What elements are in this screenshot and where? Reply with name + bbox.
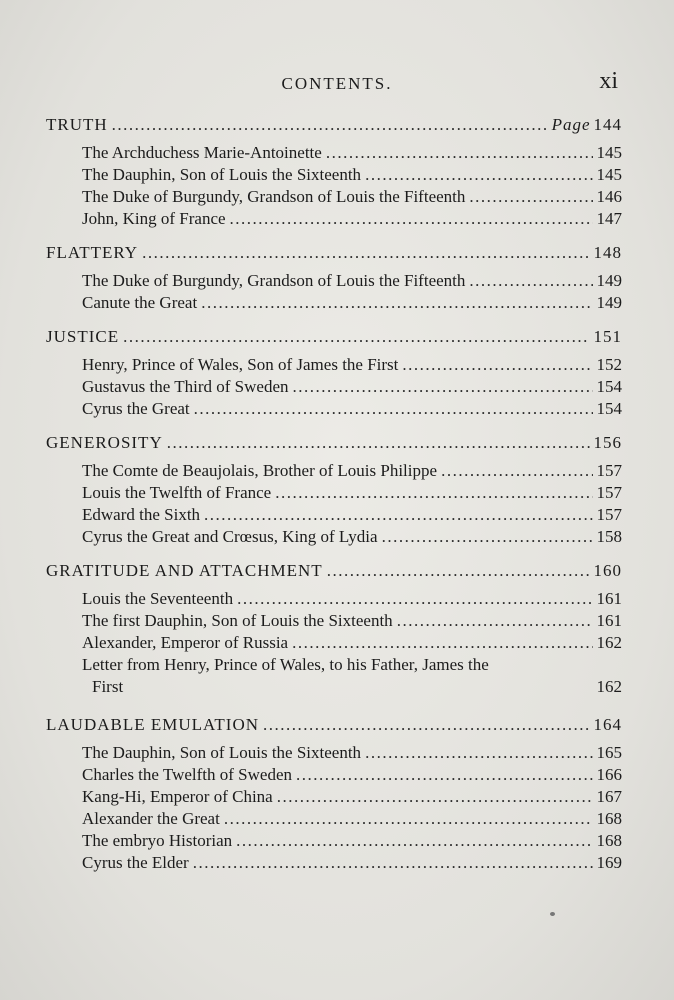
page-ref: 156: [593, 433, 622, 452]
toc-entry: [46, 186, 622, 208]
dot-leader: [142, 242, 589, 264]
page-ref: 161: [596, 589, 622, 608]
page-ref: 145: [596, 165, 622, 184]
table-of-contents: [46, 104, 622, 874]
toc-entry-wrapped: [46, 654, 622, 698]
toc-entry: [46, 526, 622, 548]
entry-title: Gustavus the Third of Sweden: [82, 377, 289, 396]
page-ref: 167: [596, 787, 622, 806]
heading-title: LAUDABLE EMULATION: [46, 715, 260, 734]
dot-leader: [224, 808, 593, 830]
dot-leader: [277, 786, 593, 808]
entry-title: Alexander, Emperor of Russia: [82, 633, 289, 652]
entry-title-line2: First: [92, 677, 124, 696]
page-ref: 154: [596, 377, 622, 396]
toc-entry: [46, 482, 622, 504]
toc-section-generosity: [46, 432, 622, 548]
entry-title: Edward the Sixth: [82, 505, 201, 524]
page-ref: 145: [596, 143, 622, 162]
toc-entry: [46, 786, 622, 808]
dot-leader: [230, 208, 593, 230]
entry-title: The Comte de Beaujolais, Brother of Louis Philippe: [82, 461, 438, 480]
toc-entry: [46, 208, 622, 230]
entry-title: Louis the Seventeenth: [82, 589, 234, 608]
toc-entry: [46, 460, 622, 482]
toc-entry: [46, 830, 622, 852]
toc-entry: [46, 852, 622, 874]
toc-section-gratitude: [46, 560, 622, 698]
entry-title: Cyrus the Elder: [82, 853, 189, 872]
entry-title: Kang-Hi, Emperor of China: [82, 787, 273, 806]
toc-entry: [46, 164, 622, 186]
toc-entry: [46, 588, 622, 610]
dot-leader: [123, 326, 589, 348]
toc-heading: [46, 242, 622, 264]
page-ref: 168: [596, 831, 622, 850]
page-ref: 160: [593, 561, 622, 580]
page-ref: 157: [596, 505, 622, 524]
entry-title: The Dauphin, Son of Louis the Sixteenth: [82, 165, 362, 184]
heading-title: FLATTERY: [46, 243, 139, 262]
ink-speck: [550, 912, 555, 916]
page-ref: 154: [596, 399, 622, 418]
toc-entry: [46, 632, 622, 654]
dot-leader: [275, 482, 592, 504]
page-ref: 149: [596, 271, 622, 290]
page-ref: 162: [596, 633, 622, 652]
toc-entry: [46, 270, 622, 292]
entry-title-line1: Letter from Henry, Prince of Wales, to his Father, James the: [82, 655, 489, 674]
dot-leader: [194, 398, 593, 420]
page-ref: 157: [596, 461, 622, 480]
toc-section-truth: [46, 114, 622, 230]
entry-title: The Archduchess Marie-Antoinette: [82, 143, 322, 162]
toc-section-justice: [46, 326, 622, 420]
entry-title: Louis the Twelfth of France: [82, 483, 272, 502]
entry-title: The Duke of Burgundy, Grandson of Louis the Fifteenth: [82, 271, 466, 290]
toc-section-flattery: [46, 242, 622, 314]
toc-heading: [46, 560, 622, 582]
dot-leader: [167, 432, 590, 454]
dot-leader: [292, 632, 592, 654]
toc-entry: [46, 764, 622, 786]
heading-title: JUSTICE: [46, 327, 120, 346]
dot-leader: [201, 292, 592, 314]
toc-entry: [46, 808, 622, 830]
entry-title: Cyrus the Great and Crœsus, King of Lydia: [82, 527, 378, 546]
page-ref: 162: [596, 677, 622, 696]
dot-leader: [469, 270, 592, 292]
page-ref: 168: [596, 809, 622, 828]
page-ref: 161: [596, 611, 622, 630]
running-title: CONTENTS.: [281, 74, 393, 93]
dot-leader: [237, 588, 592, 610]
dot-leader: [263, 714, 589, 736]
page-ref: 157: [596, 483, 622, 502]
entry-title: Canute the Great: [82, 293, 198, 312]
heading-title: GENEROSITY: [46, 433, 163, 452]
entry-title: Charles the Twelfth of Sweden: [82, 765, 293, 784]
entry-title: Alexander the Great: [82, 809, 220, 828]
page-ref: 158: [596, 527, 622, 546]
entry-title: The embryo Historian: [82, 831, 233, 850]
toc-entry: [46, 292, 622, 314]
dot-leader: [112, 114, 548, 136]
dot-leader: [365, 164, 592, 186]
dot-leader: [469, 186, 592, 208]
page-ref: 149: [596, 293, 622, 312]
dot-leader: [204, 504, 592, 526]
toc-entry: [46, 354, 622, 376]
toc-heading: [46, 114, 622, 136]
dot-leader: [296, 764, 592, 786]
toc-heading: [46, 326, 622, 348]
page-ref: 146: [596, 187, 622, 206]
heading-title: GRATITUDE AND ATTACHMENT: [46, 561, 323, 580]
entry-title: The Duke of Burgundy, Grandson of Louis the Fifteenth: [82, 187, 466, 206]
entry-title: Cyrus the Great: [82, 399, 190, 418]
page-ref: 165: [596, 743, 622, 762]
dot-leader: [402, 354, 592, 376]
page-ref: 152: [596, 355, 622, 374]
dot-leader: [293, 376, 593, 398]
toc-heading: [46, 714, 622, 736]
heading-title: TRUTH: [46, 115, 108, 134]
dot-leader: [397, 610, 593, 632]
entry-title: The first Dauphin, Son of Louis the Sixteenth: [82, 611, 393, 630]
dot-leader: [327, 560, 590, 582]
toc-entry: [46, 376, 622, 398]
page-ref: 144: [593, 115, 622, 134]
dot-leader: [365, 742, 592, 764]
page-ref: 166: [596, 765, 622, 784]
dot-leader: [193, 852, 593, 874]
page-label: Page: [551, 115, 591, 134]
entry-title: John, King of France: [82, 209, 226, 228]
toc-entry: [46, 142, 622, 164]
page-ref: 164: [593, 715, 622, 734]
toc-section-emulation: [46, 714, 622, 874]
page-ref: 148: [593, 243, 622, 262]
dot-leader: [326, 142, 593, 164]
toc-entry: [46, 742, 622, 764]
page-ref: 169: [596, 853, 622, 872]
toc-entry: [46, 398, 622, 420]
dot-leader: [441, 460, 592, 482]
entry-title: Henry, Prince of Wales, Son of James the First: [82, 355, 399, 374]
dot-leader: [382, 526, 593, 548]
toc-entry: [46, 610, 622, 632]
page-number: xi: [599, 68, 618, 94]
toc-heading: [46, 432, 622, 454]
entry-title: The Dauphin, Son of Louis the Sixteenth: [82, 743, 362, 762]
toc-entry: [46, 504, 622, 526]
page-ref: 147: [596, 209, 622, 228]
page-ref: 151: [593, 327, 622, 346]
dot-leader: [236, 830, 592, 852]
